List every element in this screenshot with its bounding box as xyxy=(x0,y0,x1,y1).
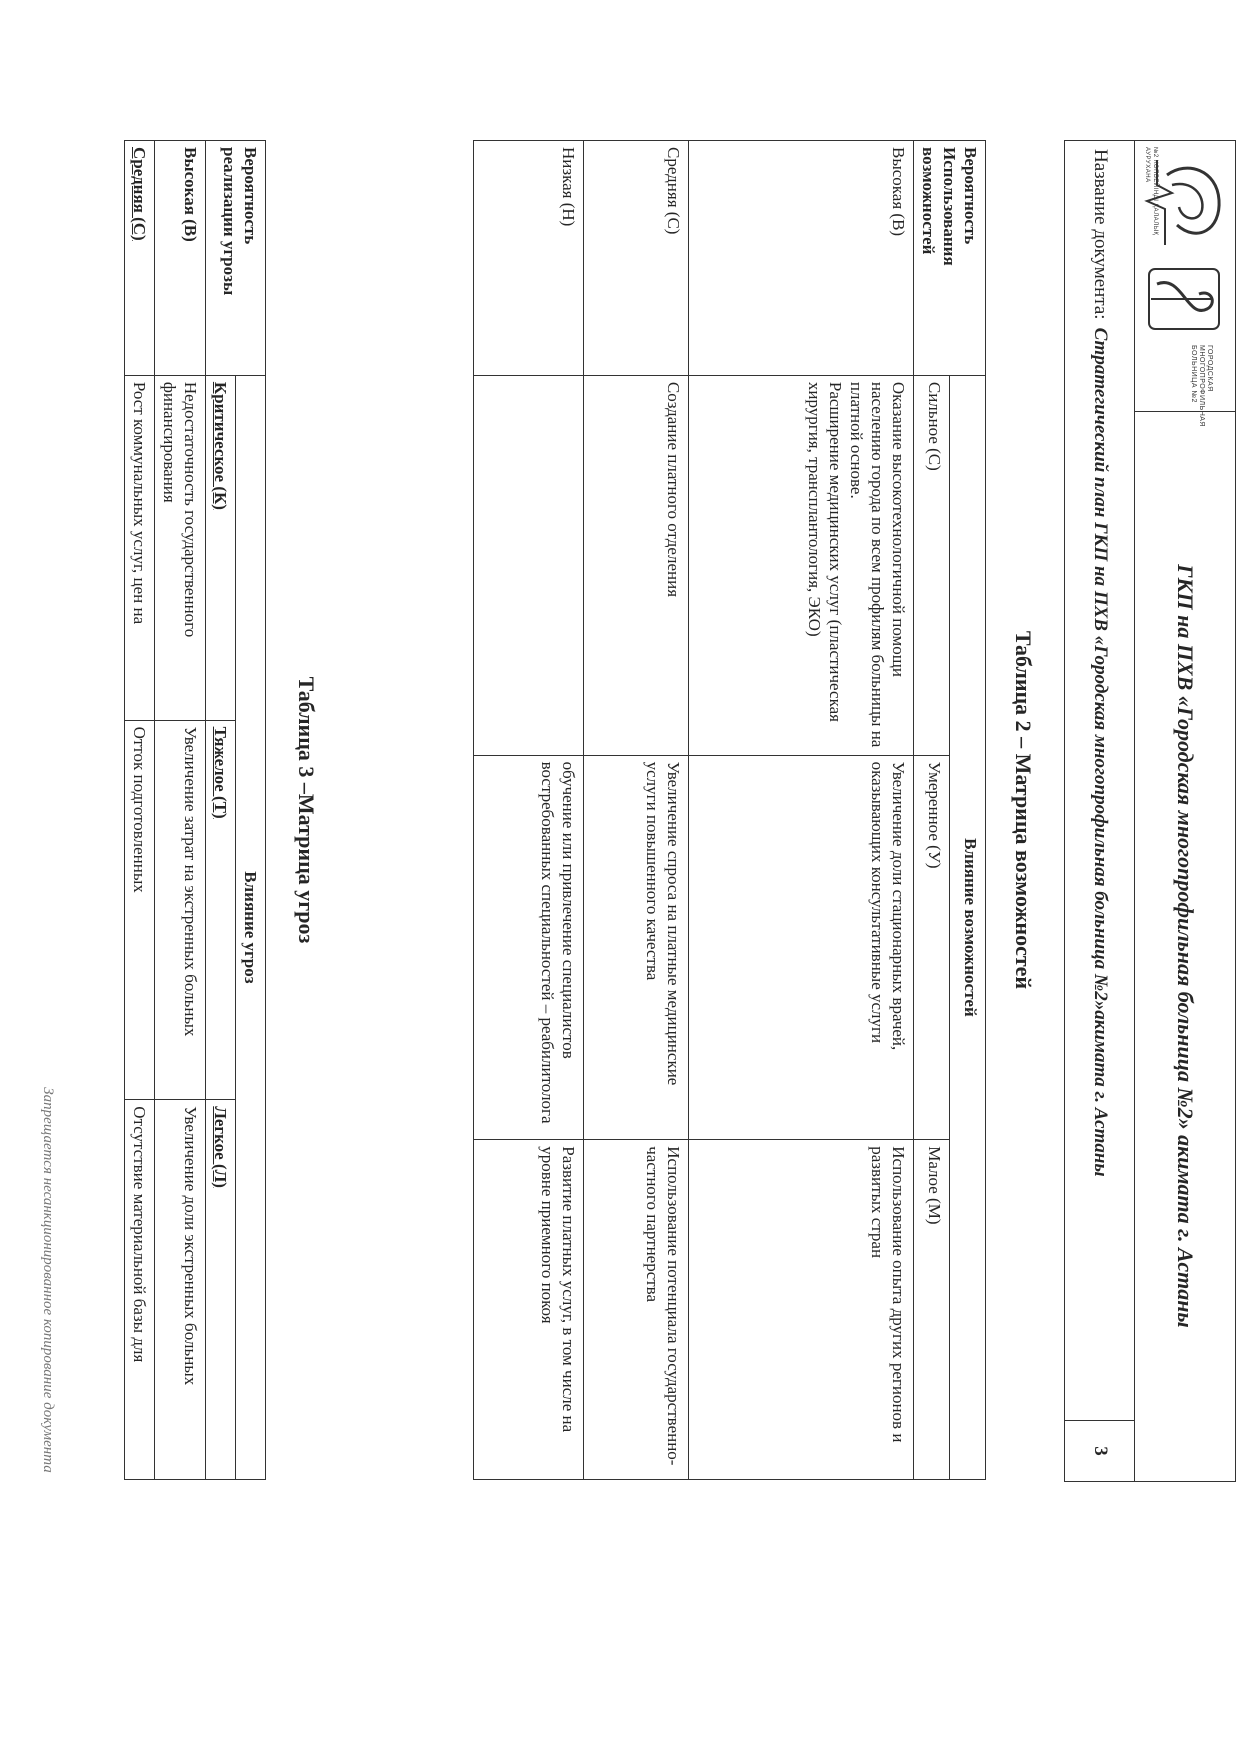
column-header: Умеренное (У) xyxy=(914,755,950,1140)
page-number: 3 xyxy=(1090,1446,1111,1456)
table-cell xyxy=(689,375,914,755)
cell-text: Оказание высокотехнологичной помощи населению города по всем профилям больницы на платной основе. xyxy=(847,381,908,748)
column-header: Критическое (К) xyxy=(206,375,236,720)
table-row xyxy=(950,141,986,1480)
table-cell: Недостаточность государственного финансирования xyxy=(155,375,206,720)
copy-warning-footer: Запрещается несанкционированное копирование документа xyxy=(40,1087,56,1473)
column-header: Сильное (С) xyxy=(914,375,950,755)
logo-text-ru: ГОРОДСКАЯ МНОГОПРОФИЛЬНАЯ БОЛЬНИЦА №2 xyxy=(1190,345,1213,427)
column-header: Тяжелое (Т) xyxy=(206,720,236,1100)
table-row xyxy=(236,141,266,1480)
table-cell: Увеличение доли экстренных больных xyxy=(155,1100,206,1480)
group-header: Влияние возможностей xyxy=(950,375,986,1479)
medical-snake-icon xyxy=(1143,259,1227,339)
table-row xyxy=(584,141,689,1480)
table-cell: Использование опыта других регионов и развитых стран xyxy=(689,1140,914,1480)
row-label: Средняя (С) xyxy=(584,141,689,376)
table3-title: Таблица 3 –Матрица угроз xyxy=(294,676,319,944)
corner-header xyxy=(914,141,986,376)
corner-line-2: реализации угрозы xyxy=(220,147,239,296)
group-header: Влияние угроз xyxy=(236,375,266,1479)
corner-header xyxy=(206,141,266,376)
column-header: Малое (М) xyxy=(914,1140,950,1480)
table-cell: Использование потенциала государственно-частного партнерства xyxy=(584,1140,689,1480)
table-cell: Рост коммунальных услуг, цен на xyxy=(125,375,155,720)
table-cell: Отсутствие материальной базы для xyxy=(125,1100,155,1480)
table2-title: Таблица 2 – Матрица возможностей xyxy=(1011,630,1036,990)
table-row xyxy=(155,141,206,1480)
table-row xyxy=(689,141,914,1480)
document-name-label: Название документа: xyxy=(1090,149,1111,320)
organization-title: ГКП на ПХВ «Городская многопрофильная больница №2» акимата г. Астаны xyxy=(1134,411,1235,1481)
document-header xyxy=(1064,140,1236,1482)
opportunities-matrix-table xyxy=(473,140,986,1480)
corner-line-1: Вероятность xyxy=(961,147,980,245)
document-name-value: Стратегический план ГКП на ПХВ «Городская многопрофильная больница №2»акимата г. Астаны xyxy=(1090,327,1111,1177)
table-cell: Развитие платных услуг, в том числе на уровне приемного покоя xyxy=(474,1140,584,1480)
logo-text-kz: №2 КӨПБЕЙІНДІ ҚАЛАЛЫҚ АУРУХАНА xyxy=(1144,147,1158,236)
column-header: Легкое (Л) xyxy=(206,1100,236,1480)
row-label: Высокая (В) xyxy=(689,141,914,376)
hospital-logo xyxy=(1134,141,1235,427)
row-label: Низкая (Н) xyxy=(474,141,584,376)
row-label: Высокая (В) xyxy=(155,141,206,376)
corner-line-1: Вероятность xyxy=(241,147,260,245)
table-cell: обучение или привлечение специалистов востребованных специальностей – реабилитолога xyxy=(474,755,584,1140)
table-cell: Увеличение доли стационарных врачей, оказывающих консультативные услуги xyxy=(689,755,914,1140)
document-name-row xyxy=(1065,141,1135,1421)
corner-line-2: Использования возможностей xyxy=(919,147,959,266)
threats-matrix-table xyxy=(124,140,266,1480)
table-cell: Увеличение спроса на платные медицинские услуги повышенного качества xyxy=(584,755,689,1140)
table-cell: Увеличение затрат на экстренных больных xyxy=(155,720,206,1100)
table-cell xyxy=(474,375,584,755)
row-label: Средняя (С) xyxy=(125,141,155,376)
table-row xyxy=(125,141,155,1480)
table-cell: Отток подготовленных xyxy=(125,720,155,1100)
table-cell: Создание платного отделения xyxy=(584,375,689,755)
cell-text: Расширение медицинских услуг (пластическая хирургия, трансплантология, ЭКО) xyxy=(805,381,845,722)
table-row xyxy=(474,141,584,1480)
